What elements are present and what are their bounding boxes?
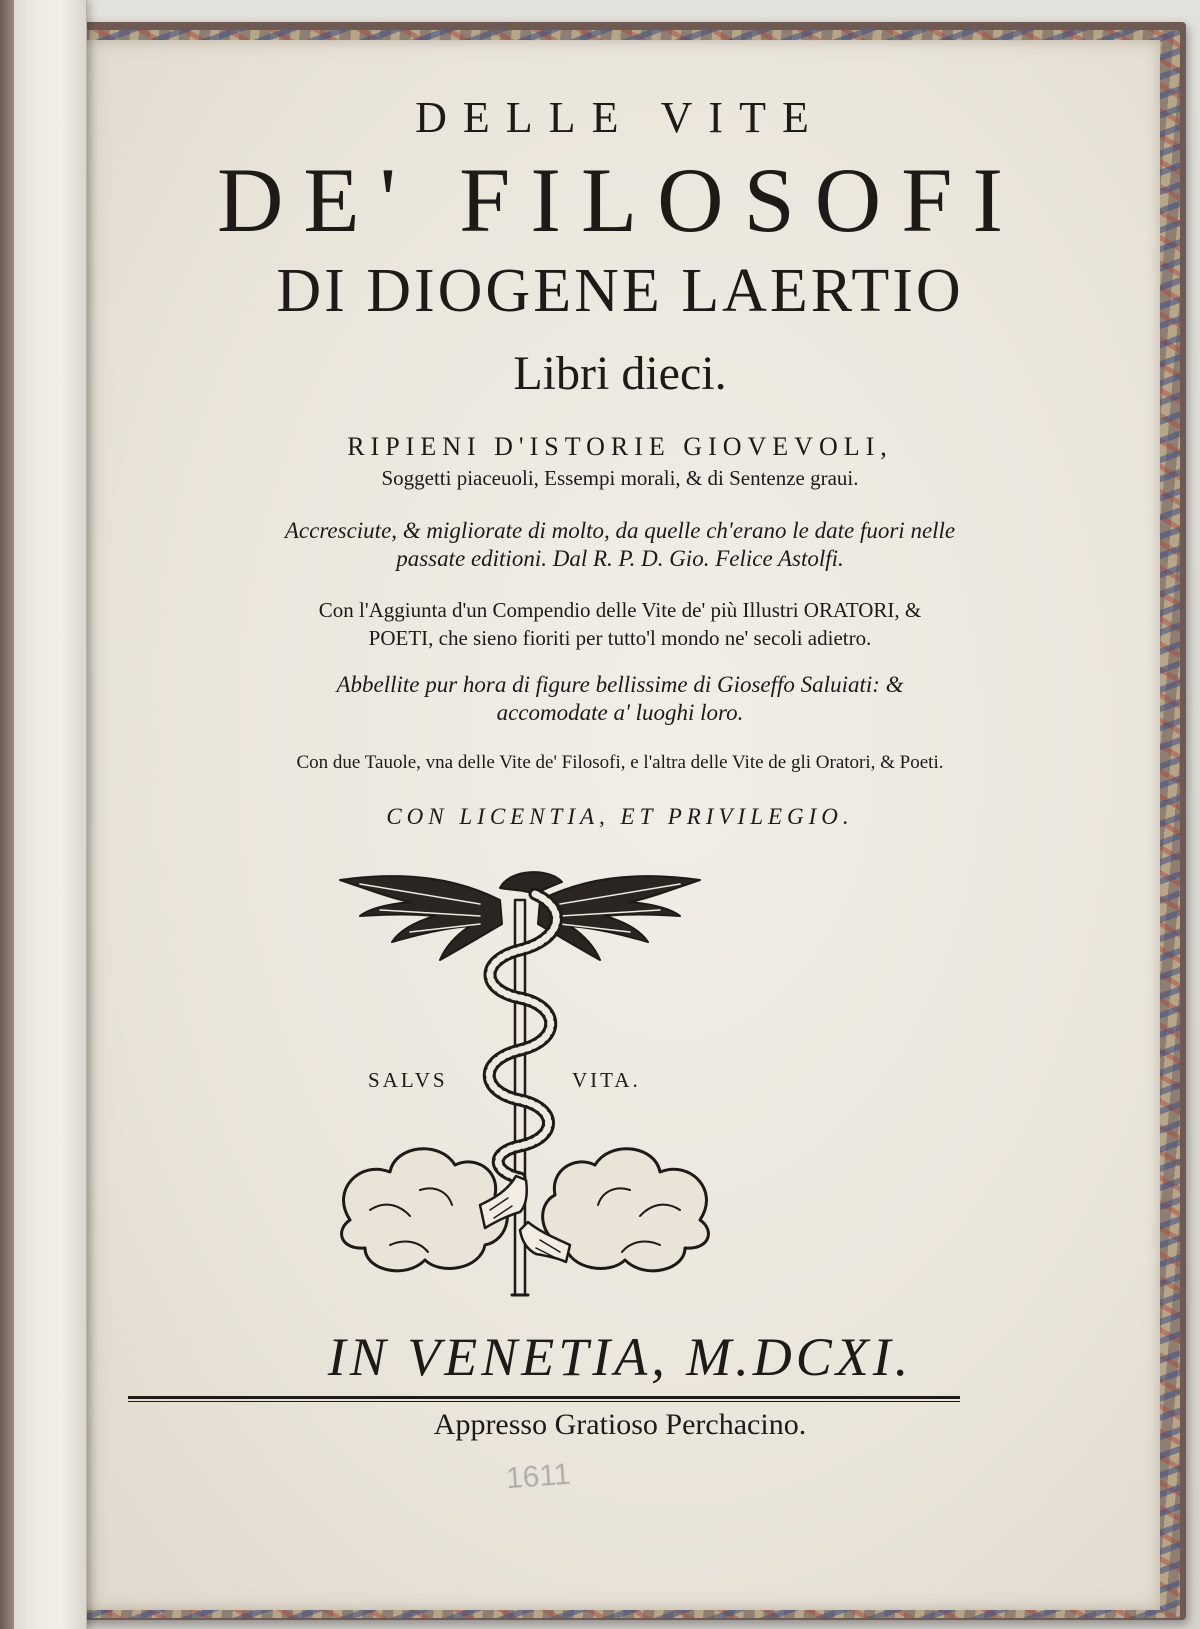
subtitle-ripieni: RIPIENI D'ISTORIE GIOVEVOLI, (347, 432, 893, 461)
title-line-libri-dieci: Libri dieci. (513, 347, 727, 400)
roman-aggiunta-line-2: POETI, che sieno fioriti per tutto'l mondo ne' secoli adietro. (368, 626, 872, 650)
italic-accresciute-line-2: passate editioni. Dal R. P. D. Gio. Felice Astolfi. (396, 546, 844, 571)
subtitle-soggetti: Soggetti piaceuoli, Essempi morali, & di Sentenze graui. (381, 466, 859, 490)
title-line-author: DI DIOGENE LAERTIO (276, 257, 964, 325)
pencil-note: 1611 (504, 1457, 572, 1496)
imprint-place-date: IN VENETIA, M.DCXI. (327, 1327, 913, 1387)
title-line-delle-vite: DELLE VITE (415, 93, 825, 142)
italic-abbellite-line-2: accomodate a' luoghi loro. (496, 700, 744, 725)
imprint-printer: Appresso Gratioso Perchacino. (433, 1408, 807, 1441)
imprint-rule (128, 1396, 960, 1399)
motto-salus: SALVS (368, 1068, 448, 1092)
imprint-rule-thin (128, 1401, 960, 1402)
roman-tauole-line: Con due Tauole, vna delle Vite de' Filosofi, e l'altra delle Vite de gli Oratori, & Poeti. (296, 752, 944, 773)
italic-abbellite-line-1: Abbellite pur hora di figure bellissime di Gioseffo Saluiati: & (336, 672, 904, 697)
title-line-de-filosofi: DE' FILOSOFI (216, 149, 1024, 251)
motto-vita: VITA. (572, 1068, 641, 1092)
licentia-line: CON LICENTIA, ET PRIVILEGIO. (386, 804, 854, 829)
roman-aggiunta-line-1: Con l'Aggiunta d'un Compendio delle Vite de' più Illustri ORATORI, & (318, 598, 922, 622)
italic-accresciute-line-1: Accresciute, & migliorate di molto, da quelle ch'erano le date fuori nelle (284, 518, 956, 543)
front-board-edge (0, 0, 14, 1629)
